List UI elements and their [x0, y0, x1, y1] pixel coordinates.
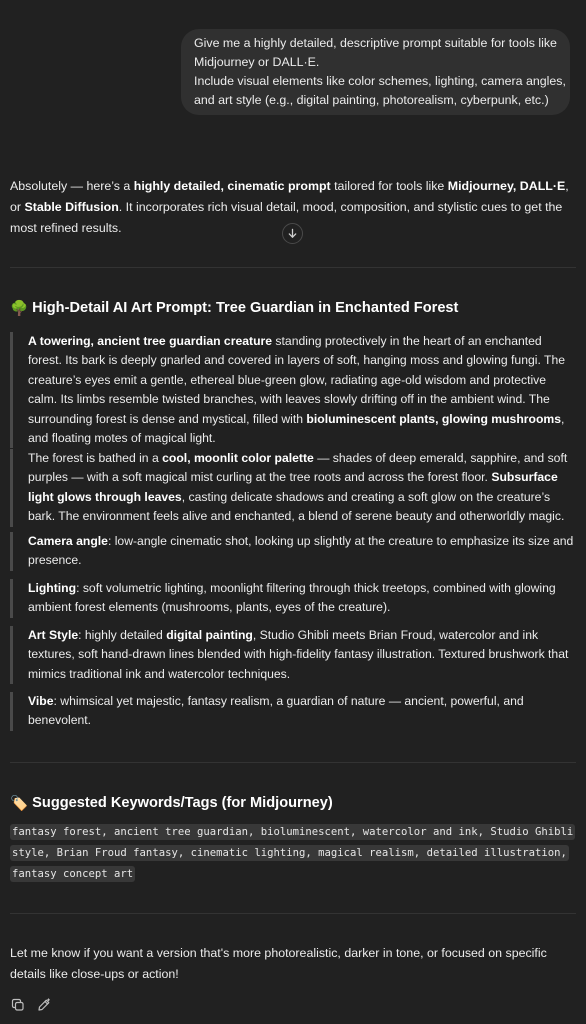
prompt-paragraph-description: [10, 332, 576, 448]
section-divider: [10, 762, 576, 763]
prompt-paragraph-lighting: [10, 579, 576, 618]
intro-bold: Stable Diffusion: [24, 200, 119, 214]
section-heading-keywords: [10, 794, 333, 812]
bold-text: cool, moonlit color palette: [162, 451, 314, 465]
paragraph-text: : highly detailed: [78, 628, 167, 642]
paragraph-text: standing protectively in the heart of an enchanted forest. Its bark is deeply gnarled and covered in layers of soft, hanging moss and glowing fungi. The creature’s eyes emit a gentle, ethereal blue-green glow, radiating age-old wisdom and protective calm. Its limbs resemble twisted branches, with leaves slowly drifting off in the ambient wind. The surrounding forest is dense and mystical, filled with: [28, 334, 566, 426]
tree-emoji-icon: 🌳: [10, 301, 29, 317]
message-actions: [10, 997, 52, 1013]
bold-text: Vibe: [28, 694, 54, 708]
bold-text: bioluminescent plants, glowing mushrooms: [306, 411, 562, 426]
intro-bold: highly detailed, cinematic prompt: [133, 179, 331, 193]
copy-button[interactable]: [10, 997, 26, 1013]
paragraph-text: , Studio Ghibli meets Brian Froud, watercolor and ink textures, soft hand-drawn lines blended with high-fidelity fantasy illustration. Textured brushwork that mimics traditional ink and watercolor techniques.: [28, 628, 569, 681]
section-divider: [10, 913, 576, 914]
paragraph-text: The forest is bathed in a: [28, 451, 163, 465]
intro-bold: Midjourney, DALL·E: [447, 179, 566, 193]
edit-icon: [37, 998, 51, 1012]
inline-code: fantasy forest, ancient tree guardian, bioluminescent, watercolor and ink, Studio Ghibli: [12, 826, 574, 838]
bold-text: Art Style: [28, 628, 79, 642]
keywords-code-line: [10, 843, 569, 864]
section-heading-prompt: [10, 299, 458, 317]
inline-code: style, Brian Froud fantasy, cinematic lighting, magical realism, detailed illustration,: [12, 847, 567, 859]
user-message-line: Midjourney or DALL·E.: [194, 55, 320, 69]
intro-text: . It incorporates rich visual detail, mood, composition, and stylistic cues to get the most refined results.: [10, 200, 563, 235]
intro-text: , or: [10, 179, 569, 214]
bold-text: Camera angle: [28, 534, 108, 548]
bold-text: A towering, ancient tree guardian creature: [28, 334, 273, 348]
section-heading-text: Suggested Keywords/Tags (for Midjourney): [32, 795, 333, 811]
scroll-to-bottom-button[interactable]: [282, 223, 303, 244]
tag-emoji-icon: 🏷️: [10, 796, 29, 812]
inline-code: fantasy concept art: [12, 868, 134, 880]
edit-button[interactable]: [36, 997, 52, 1013]
section-divider: [10, 267, 576, 268]
section-heading-text: High-Detail AI Art Prompt: Tree Guardian in Enchanted Forest: [32, 300, 459, 316]
paragraph-text: , and floating motes of magical light.: [28, 411, 565, 446]
user-message-line: Include visual elements like color schemes, lighting, camera angles,: [194, 74, 566, 88]
intro-text: Absolutely — here’s a: [10, 179, 134, 193]
user-message-line: Give me a highly detailed, descriptive prompt suitable for tools like: [194, 36, 557, 50]
arrow-down-icon: [287, 228, 298, 239]
user-message-bubble: [181, 29, 570, 115]
intro-text: tailored for tools like: [330, 179, 448, 193]
prompt-paragraph-art-style: [10, 626, 576, 684]
copy-icon: [11, 998, 25, 1012]
keywords-code-line: [10, 822, 575, 843]
paragraph-text: — shades of deep emerald, sapphire, and soft purples — with a soft magical mist curling at the tree roots and across the forest floor.: [28, 451, 568, 485]
bold-text: Subsurface light glows through leaves: [28, 470, 558, 504]
bold-text: Lighting: [28, 581, 77, 595]
bold-text: digital painting: [166, 628, 253, 642]
prompt-paragraph-camera: [10, 532, 576, 571]
paragraph-text: : soft volumetric lighting, moonlight filtering through thick treetops, combined with glowing ambient forest elements (mushrooms, plants, eyes of the creature).: [28, 581, 556, 615]
assistant-outro: Let me know if you want a version that's more photorealistic, darker in tone, or focused on specific details like close-ups or action!: [10, 946, 547, 981]
paragraph-text: : low-angle cinematic shot, looking up slightly at the creature to emphasize its size and presence.: [28, 534, 574, 568]
paragraph-text: , casting delicate shadows and creating a soft glow on the creature’s bark. The environment feels alive and enchanted, a blend of serene beauty and otherworldly magic.: [28, 489, 565, 524]
prompt-paragraph-palette: [10, 449, 576, 527]
prompt-paragraph-vibe: [10, 692, 576, 731]
user-message-line: and art style (e.g., digital painting, photorealism, cyberpunk, etc.): [194, 93, 549, 107]
paragraph-text: : whimsical yet majestic, fantasy realism, a guardian of nature — ancient, powerful, and benevolent.: [28, 694, 524, 728]
keywords-code-line: [10, 864, 135, 885]
